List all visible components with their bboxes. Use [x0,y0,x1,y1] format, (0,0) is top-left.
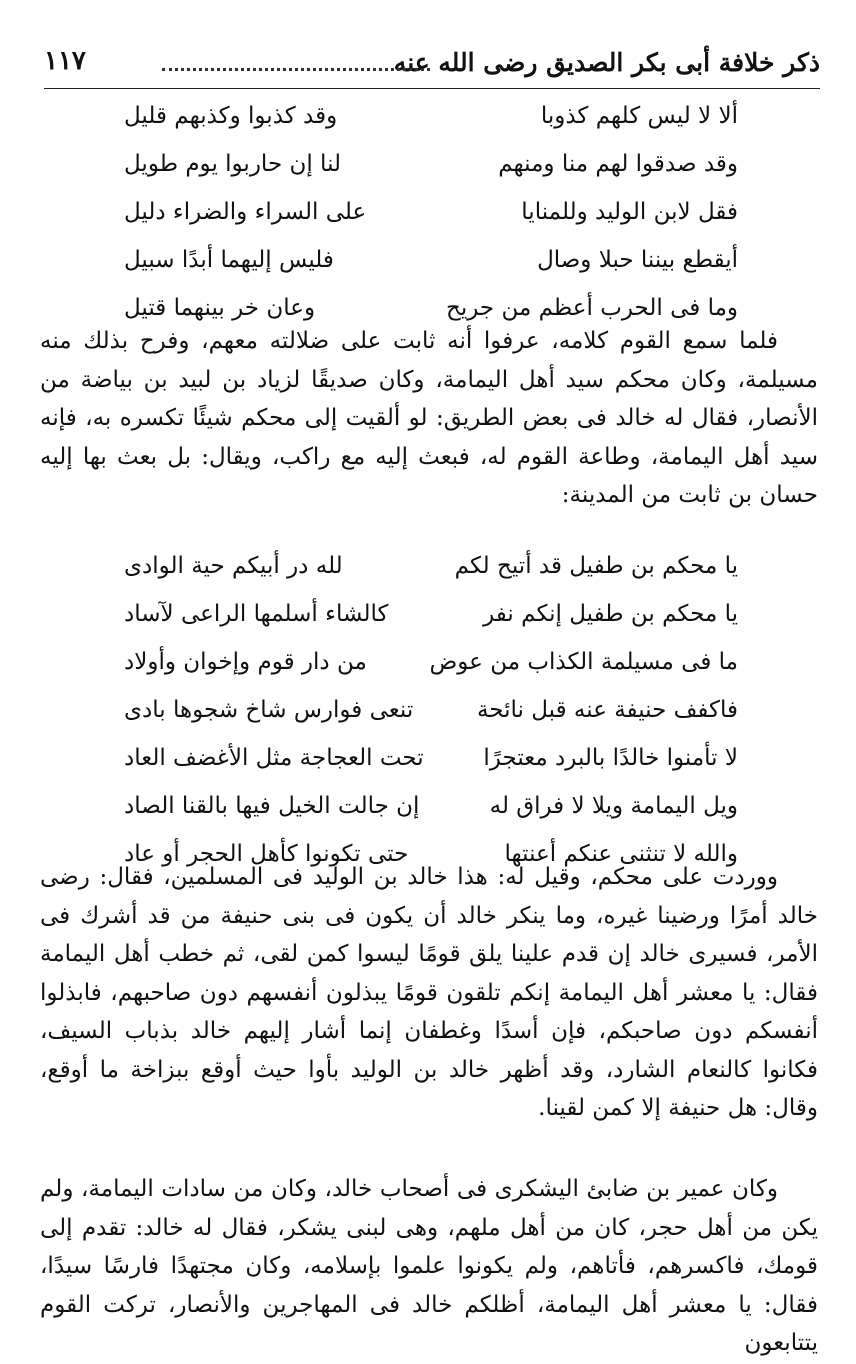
paragraph-umair [40,1170,818,1363]
verse-line [0,96,856,144]
page-header [44,44,820,89]
paragraph-text: فلما سمع القوم كلامه، عرفوا أنه ثابت على ضلالته معهم، وفرح بذلك منه مسيلمة، وكان محكم سيد أهل اليمامة، وكان صديقًا لزياد بن لبيد بن بياضة من الأنصار، فقال له خالد فى بعض الطريق: لو ألقيت إلى محكم شيئًا تكسره به، فإنه سيد أهل اليمامة، وطاعة القوم له، فبعث إليه مع راكب، ويقال: بل بعث بها إليه حسان بن ثابت من المدينة: [40,328,818,508]
verse-first-hemistich: والله لا تنثنى عنكم أعنتها [504,841,738,867]
verse-second-hemistich: من دار قوم وإخوان وأولاد [124,649,367,675]
verse-line [0,240,856,288]
verse-second-hemistich: كالشاء أسلمها الراعى لآساد [124,601,389,627]
verse-first-hemistich: وقد صدقوا لهم منا ومنهم [498,151,738,177]
paragraph-text: ووردت على محكم، وقيل له: هذا خالد بن الوليد فى المسلمين، فقال: رضى خالد أمرًا ورضينا غيره، وما ينكر خالد أن يكون فى بنى حنيفة من قد أشرك فى الأمر، فسيرى خالد إن قدم علينا يلق قومًا ليسوا كمن لقى، ثم خطب أهل اليمامة فقال: يا معشر أهل اليمامة إنكم تلقون قومًا يبذلون أنفسهم دون صاحبهم، فابذلوا أنفسكم دون صاحبكم، فإن أسدًا وغطفان إنما أشار إليهم خالد بذباب السيف، فكانوا كالنعام الشارد، وقد أظهر خالد بن الوليد بأوا حيث أوقع ببزاخة ما أوقع، وقال: هل حنيفة إلا كمن لقينا. [40,864,818,1121]
verse-line [0,786,856,834]
verse-second-hemistich: لنا إن حاربوا يوم طويل [124,151,342,177]
verse-first-hemistich: أيقطع بيننا حبلا وصال [537,247,738,273]
verse-second-hemistich: إن جالت الخيل فيها بالقنا الصاد [124,793,420,819]
verse-first-hemistich: ويل اليمامة ويلا لا فراق له [489,793,738,819]
verse-second-hemistich: فليس إليهما أبدًا سبيل [124,247,334,273]
verse-first-hemistich: فاكفف حنيفة عنه قبل نائحة [476,697,738,723]
verse-line [0,642,856,690]
verse-line [0,738,856,786]
verse-second-hemistich: لله در أبيكم حية الوادى [124,553,343,579]
verse-line [0,144,856,192]
poem-hassan [0,546,856,882]
verse-line [0,546,856,594]
running-title: ذكر خلافة أبى بكر الصديق رضى الله عنه [393,48,820,77]
verse-first-hemistich: ألا لا ليس كلهم كذوبا [540,103,738,129]
verse-second-hemistich: حتى تكونوا كأهل الحجر أو عاد [124,841,409,867]
poem-first [0,96,856,336]
paragraph-mohakkam-intro [40,322,818,515]
verse-second-hemistich: تحت العجاجة مثل الأغضف العاد [124,745,424,771]
verse-first-hemistich: لا تأمنوا خالدًا بالبرد معتجرًا [483,745,738,771]
verse-line [0,192,856,240]
verse-first-hemistich: يا محكم بن طفيل قد أتيح لكم [454,553,738,579]
paragraph-text: وكان عمير بن ضابئ اليشكرى فى أصحاب خالد، وكان من سادات اليمامة، ولم يكن من أهل حجر، كان من أهل ملهم، وهى لبنى يشكر، فقال له خالد: تقدم إلى قومك، فاكسرهم، فأتاهم، ولم يكونوا علموا بإسلامه، وكان مجتهدًا فارسًا سيدًا، فقال: يا معشر أهل اليمامة، أظلكم خالد فى المهاجرين والأنصار، تركت القوم يتتابعون [40,1176,818,1356]
verse-second-hemistich: على السراء والضراء دليل [124,199,367,225]
verse-line [0,690,856,738]
verse-second-hemistich: وقد كذبوا وكذبهم قليل [124,103,338,129]
paragraph-mohakkam-speech [40,858,818,1128]
page-number: ١١٧ [44,46,86,76]
verse-first-hemistich: ما فى مسيلمة الكذاب من عوض [429,649,738,675]
verse-first-hemistich: وما فى الحرب أعظم من جريح [445,295,738,321]
verse-line [0,594,856,642]
dotted-leader [162,68,430,71]
verse-first-hemistich: فقل لابن الوليد وللمنايا [521,199,738,225]
verse-first-hemistich: يا محكم بن طفيل إنكم نفر [483,601,738,627]
verse-second-hemistich: تنعى فوارس شاخ شجوها بادى [124,697,414,723]
verse-second-hemistich: وعان خر بينهما قتيل [124,295,316,321]
